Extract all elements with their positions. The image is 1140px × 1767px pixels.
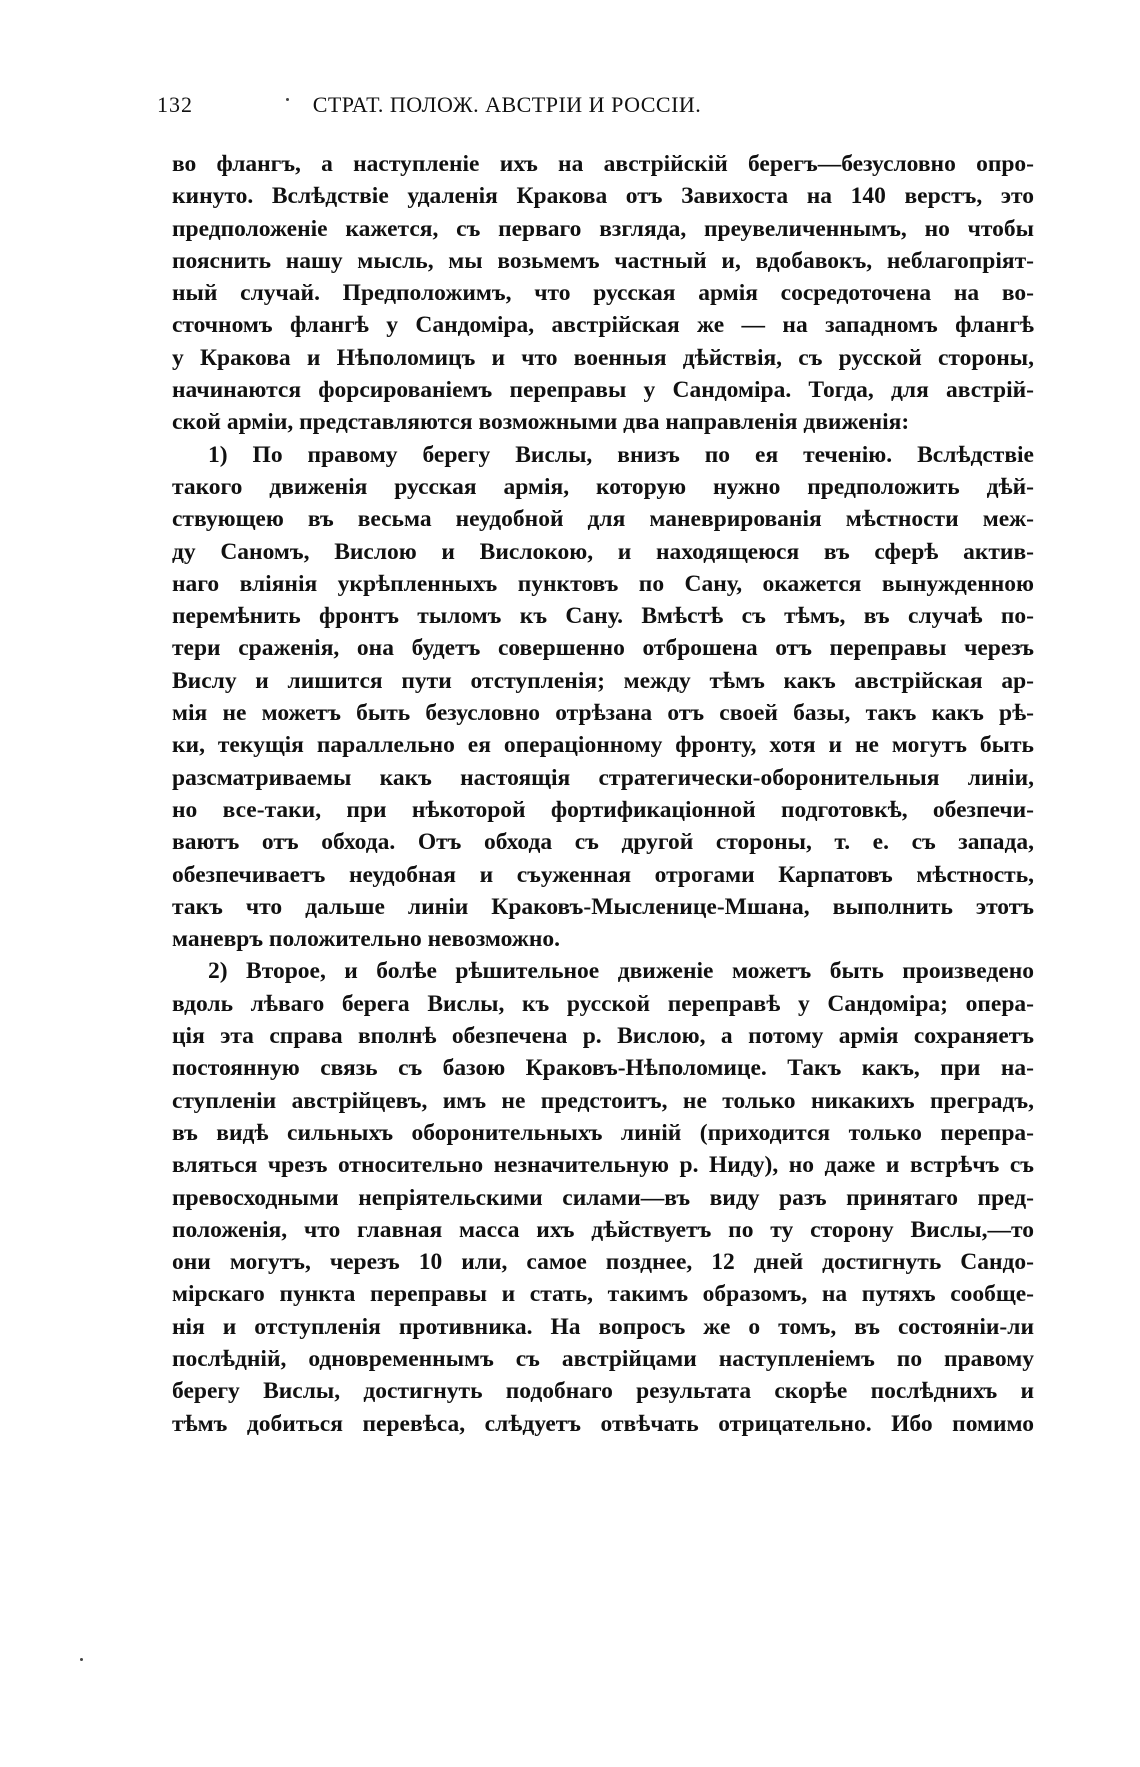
print-speck bbox=[286, 98, 289, 101]
text-line: 1) По правому берегу Вислы, внизъ по ея теченію. Вслѣдствіе bbox=[208, 441, 1034, 468]
text-line: ствующею въ весьма неудобной для маневрированія мѣстности меж- bbox=[172, 506, 1034, 533]
text-line: но все-таки, при нѣкоторой фортификаціонной подготовкѣ, обезпечи- bbox=[172, 796, 1034, 823]
text-line: такого движенія русская армія, которую нужно предположить дѣй- bbox=[172, 473, 1034, 500]
text-line: ный случай. Предположимъ, что русская армія сосредоточена на во- bbox=[172, 280, 1034, 307]
text-line: обезпечиваетъ неудобная и съуженная отрогами Карпатовъ мѣстность, bbox=[172, 861, 1034, 888]
running-title: СТРАТ. ПОЛОЖ. АВСТРІИ И РОССІИ. bbox=[312, 92, 702, 117]
text-line: 2) Второе, и болѣе рѣшительное движеніе можетъ быть произведено bbox=[208, 958, 1034, 985]
text-line: предположеніе кажется, съ перваго взгляда, преувеличеннымъ, но чтобы bbox=[172, 215, 1034, 242]
text-line: вдоль лѣваго берега Вислы, къ русской переправѣ у Сандоміра; опера- bbox=[172, 990, 1034, 1017]
text-line: начинаются форсированіемъ переправы у Сандоміра. Тогда, для австрій- bbox=[172, 377, 1034, 404]
text-line: ду Саномъ, Вислою и Вислокою, и находящеюся въ сферѣ актив- bbox=[172, 538, 1034, 565]
page-number: 132 bbox=[157, 92, 193, 117]
text-line: положенія, что главная масса ихъ дѣйствуетъ по ту сторону Вислы,—то bbox=[172, 1216, 1034, 1243]
text-line: ки, текущія параллельно ея операціонному фронту, хотя и не могутъ быть bbox=[172, 732, 1034, 759]
text-line: постоянную связь съ базою Краковъ-Нѣполомице. Такъ какъ, при на- bbox=[172, 1055, 1034, 1082]
text-line: перемѣнить фронтъ тыломъ къ Сану. Вмѣстѣ съ тѣмъ, въ случаѣ по- bbox=[172, 603, 1034, 630]
text-line: мірскаго пункта переправы и стать, такимъ образомъ, на путяхъ сообще- bbox=[172, 1281, 1034, 1308]
text-line: кинуто. Вслѣдствіе удаленія Кракова отъ Завихоста на 140 верстъ, это bbox=[172, 183, 1034, 210]
text-line: послѣдній, одновременнымъ съ австрійцами наступленіемъ по правому bbox=[172, 1345, 1034, 1372]
text-line: ской арміи, представляются возможными два направленія движенія: bbox=[172, 409, 910, 436]
text-line: въ видѣ сильныхъ оборонительныхъ линій (приходится только перепра- bbox=[172, 1119, 1034, 1146]
text-line: такъ что дальше линіи Краковъ-Мысленице-Мшана, выполнить этотъ bbox=[172, 893, 1034, 920]
text-line: разсматриваемы какъ настоящія стратегически-оборонительныя линіи, bbox=[172, 764, 1034, 791]
text-line: во флангъ, а наступленіе ихъ на австрійскій берегъ—безусловно опро- bbox=[172, 151, 1034, 177]
text-line: превосходными непріятельскими силами—въ виду разъ принятаго пред- bbox=[172, 1184, 1034, 1211]
text-line: Вислу и лишится пути отступленія; между тѣмъ какъ австрійская ар- bbox=[172, 667, 1034, 694]
text-line: пояснить нашу мысль, мы возьмемъ частный и, вдобавокъ, неблагопріят- bbox=[172, 247, 1034, 274]
text-line: ція эта справа вполнѣ обезпечена р. Вислою, а потому армія сохраняетъ bbox=[172, 1023, 1034, 1050]
text-line: ступленіи австрійцевъ, имъ не предстоитъ, не только никакихъ преградъ, bbox=[172, 1087, 1034, 1114]
text-line: наго вліянія укрѣпленныхъ пунктовъ по Сану, окажется вынужденною bbox=[172, 570, 1034, 597]
running-head bbox=[157, 92, 797, 126]
text-line: берегу Вислы, достигнуть подобнаго результата скорѣе послѣднихъ и bbox=[172, 1378, 1034, 1405]
text-line: у Кракова и Нѣполомицъ и что военныя дѣйствія, съ русской стороны, bbox=[172, 344, 1034, 371]
text-line: сточномъ флангѣ у Сандоміра, австрійская же — на западномъ флангѣ bbox=[172, 312, 1034, 339]
body-text bbox=[172, 148, 1034, 1440]
text-line: маневръ положительно невозможно. bbox=[172, 926, 560, 953]
print-speck bbox=[80, 1658, 83, 1661]
text-line: тѣмъ добиться перевѣса, слѣдуетъ отвѣчать отрицательно. Ибо помимо bbox=[172, 1410, 1034, 1437]
text-line: вляться чрезъ относительно незначительную р. Ниду), но даже и встрѣчъ съ bbox=[172, 1152, 1034, 1179]
text-line: они могутъ, черезъ 10 или, самое позднее, 12 дней достигнуть Сандо- bbox=[172, 1249, 1034, 1276]
text-line: ваютъ отъ обхода. Отъ обхода съ другой стороны, т. е. съ запада, bbox=[172, 829, 1034, 856]
text-line: нія и отступленія противника. На вопросъ же о томъ, въ состояніи-ли bbox=[172, 1313, 1034, 1340]
text-line: тери сраженія, она будетъ совершенно отброшена отъ переправы черезъ bbox=[172, 635, 1034, 662]
text-line: мія не можетъ быть безусловно отрѣзана отъ своей базы, такъ какъ рѣ- bbox=[172, 700, 1034, 727]
